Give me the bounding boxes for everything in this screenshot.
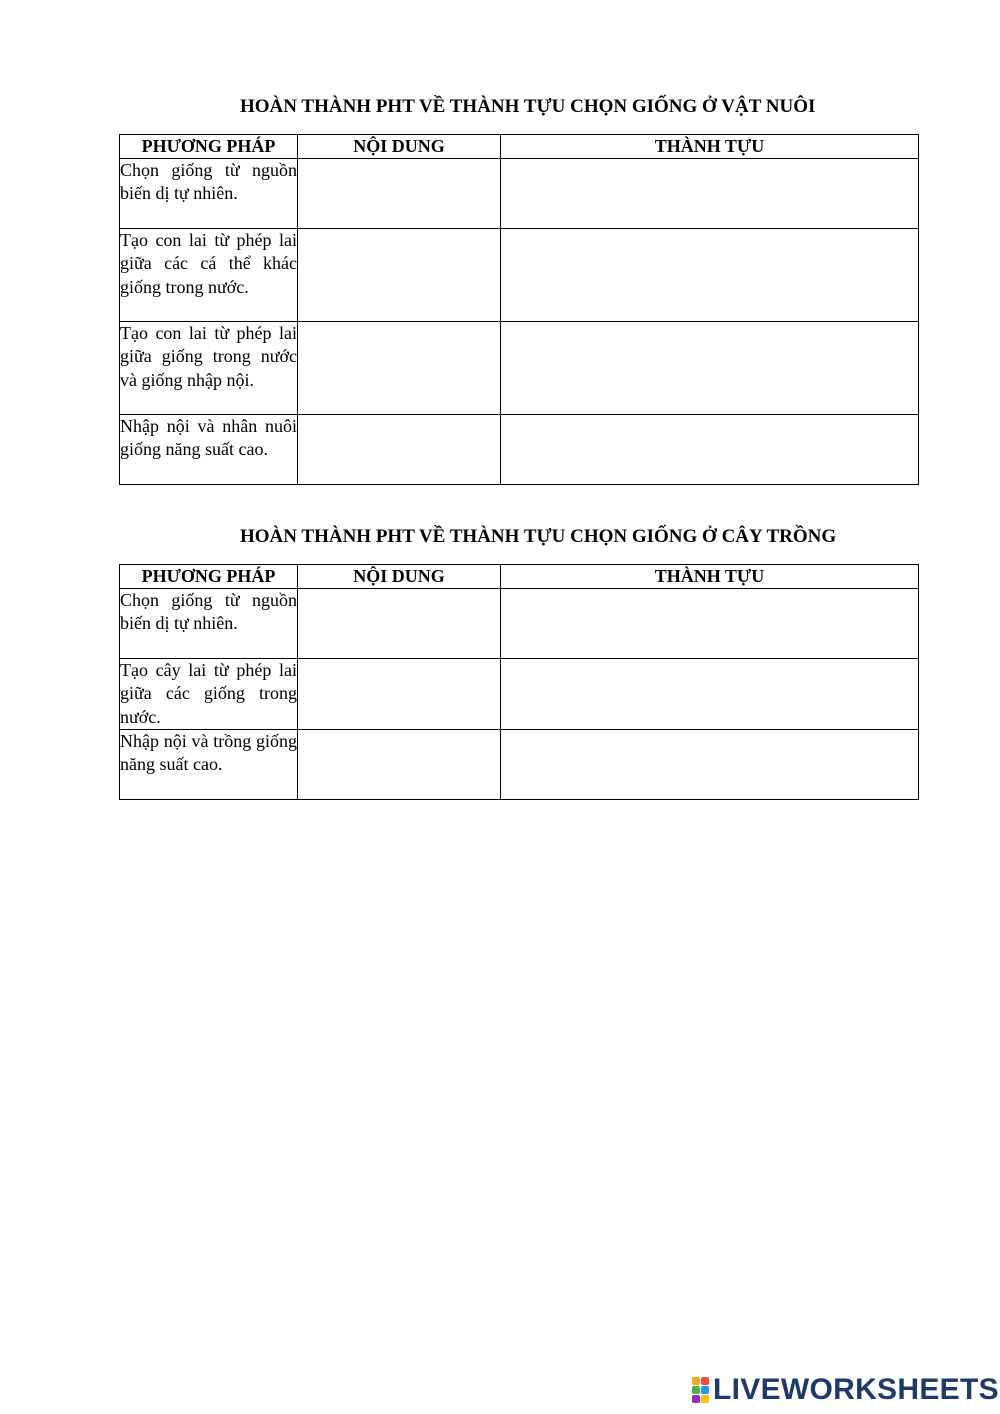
table-row — [120, 589, 919, 659]
logo-mark-icon — [692, 1377, 709, 1403]
method-cell: Nhập nội và nhân nuôi giống năng suất cao. — [120, 415, 298, 485]
achievement-cell[interactable] — [501, 729, 919, 799]
column-header-method: PHƯƠNG PHÁP — [120, 135, 298, 159]
table-row — [120, 415, 919, 485]
content-cell[interactable] — [298, 589, 501, 659]
table-row — [120, 159, 919, 229]
table-title-livestock: HOÀN THÀNH PHT VỀ THÀNH TỰU CHỌN GIỐNG Ở VẬT NUÔI — [240, 96, 816, 117]
method-cell: Nhập nội và trồng giống năng suất cao. — [120, 729, 298, 799]
content-cell[interactable] — [298, 322, 501, 415]
content-cell[interactable] — [298, 415, 501, 485]
method-cell: Tạo con lai từ phép lai giữa các cá thể khác giống trong nước. — [120, 229, 298, 322]
column-header-achievement: THÀNH TỰU — [501, 565, 919, 589]
method-cell: Chọn giống từ nguồn biến dị tự nhiên. — [120, 159, 298, 229]
table-row — [120, 322, 919, 415]
logo-square — [692, 1386, 700, 1394]
achievement-cell[interactable] — [501, 322, 919, 415]
content-cell[interactable] — [298, 229, 501, 322]
method-cell: Tạo con lai từ phép lai giữa giống trong nước và giống nhập nội. — [120, 322, 298, 415]
table-row — [120, 659, 919, 730]
logo-square — [692, 1395, 700, 1403]
content-cell[interactable] — [298, 159, 501, 229]
column-header-content: NỘI DUNG — [298, 135, 501, 159]
table-row — [120, 729, 919, 799]
method-cell: Chọn giống từ nguồn biến dị tự nhiên. — [120, 589, 298, 659]
achievement-cell[interactable] — [501, 159, 919, 229]
content-cell[interactable] — [298, 659, 501, 730]
crops-table — [119, 564, 919, 800]
achievement-cell[interactable] — [501, 589, 919, 659]
logo-square — [701, 1395, 709, 1403]
achievement-cell[interactable] — [501, 229, 919, 322]
table-header-row — [120, 565, 919, 589]
table-header-row — [120, 135, 919, 159]
liveworksheets-logo — [692, 1374, 999, 1406]
table-title-crops: HOÀN THÀNH PHT VỀ THÀNH TỰU CHỌN GIỐNG Ở CÂY TRỒNG — [240, 526, 837, 547]
achievement-cell[interactable] — [501, 415, 919, 485]
livestock-table — [119, 134, 919, 485]
logo-square — [701, 1386, 709, 1394]
logo-square — [701, 1377, 709, 1385]
content-cell[interactable] — [298, 729, 501, 799]
table-row — [120, 229, 919, 322]
column-header-achievement: THÀNH TỰU — [501, 135, 919, 159]
logo-text: LIVEWORKSHEETS — [713, 1373, 999, 1406]
logo-square — [692, 1377, 700, 1385]
column-header-content: NỘI DUNG — [298, 565, 501, 589]
method-cell: Tạo cây lai từ phép lai giữa các giống trong nước. — [120, 659, 298, 730]
column-header-method: PHƯƠNG PHÁP — [120, 565, 298, 589]
achievement-cell[interactable] — [501, 659, 919, 730]
